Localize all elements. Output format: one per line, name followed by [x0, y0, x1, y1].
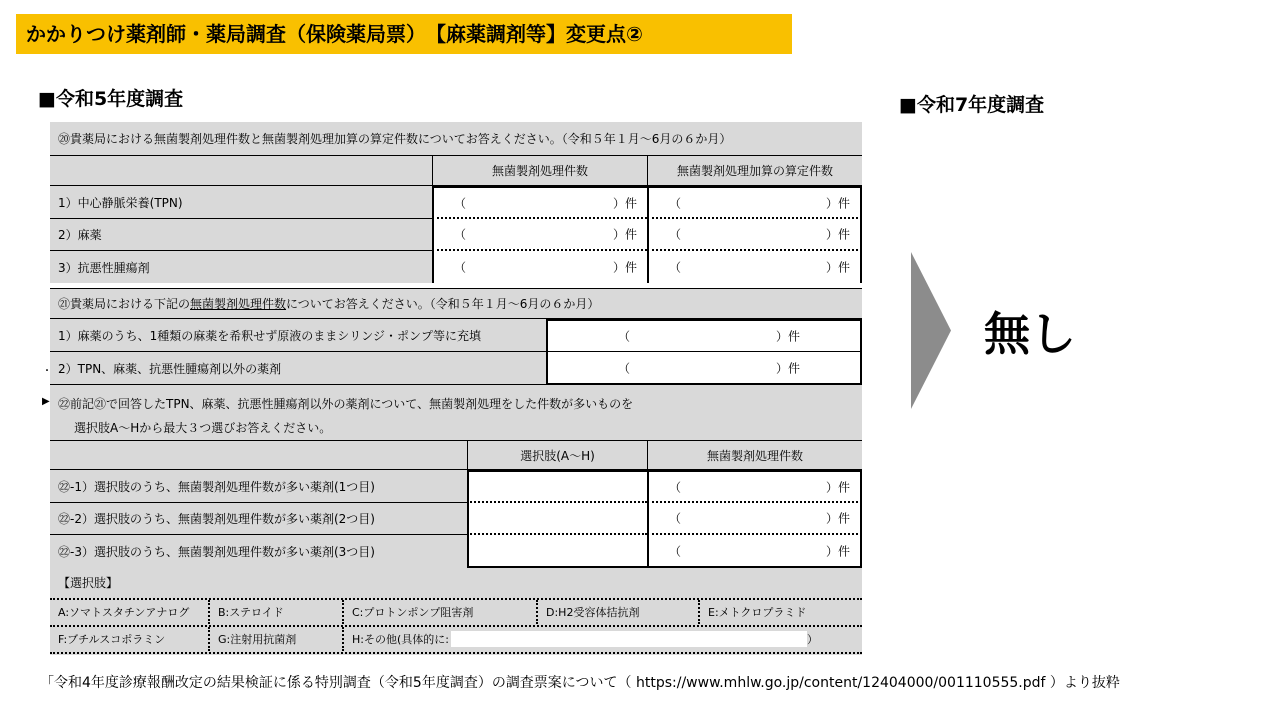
q22-row3-label: ㉒-3）選択肢のうち、無菌製剤処理件数が多い薬剤(3つ目) — [50, 535, 467, 568]
paren-open: （ — [669, 227, 682, 242]
unit-label: ）件 — [825, 544, 850, 558]
choices-title: 【選択肢】 — [50, 568, 862, 596]
right-heading: ■令和7年度調査 — [899, 94, 1045, 116]
q20-header-blank — [50, 156, 432, 186]
unit-label: ）件 — [612, 260, 637, 275]
paren-open: （ — [669, 196, 682, 210]
q20-tpn-count-field[interactable] — [432, 186, 647, 219]
q22-col1-header: 選択肢(A～H) — [467, 440, 647, 470]
choice-a: A:ソマトスタチンアナログ — [50, 600, 208, 624]
choice-h — [342, 627, 862, 651]
choice-d: D:H2受容体拮抗剤 — [536, 600, 698, 624]
unit-label: ）件 — [825, 511, 850, 526]
unit-label: ）件 — [775, 329, 800, 344]
no-change-text: 無し — [984, 307, 1076, 361]
q21-row2-label: 2）TPN、麻薬、抗悪性腫瘍剤以外の薬剤 — [50, 352, 546, 385]
choice-b: B:ステロイド — [208, 600, 342, 624]
q21-title — [50, 288, 862, 319]
q20-antineoplastic-addon-field[interactable] — [647, 251, 862, 283]
choice-h-label: H:その他(具体的に: — [352, 633, 449, 646]
q21-row1-label: 1）麻薬のうち、1種類の麻薬を希釈せず原液のままシリンジ・ポンプ等に充填 — [50, 319, 546, 352]
q20-title: ⑳貴薬局における無菌製剤処理件数と無菌製剤処理加算の算定件数についてお答えください。（令和５年１月～6月の６か月） — [50, 122, 862, 156]
choice-f: F:ブチルスコポラミン — [50, 627, 208, 651]
q21-row2-field[interactable] — [546, 352, 862, 385]
q22-row1-label: ㉒-1）選択肢のうち、無菌製剤処理件数が多い薬剤(1つ目) — [50, 470, 467, 503]
unit-label: ）件 — [825, 260, 850, 275]
choice-g: G:注射用抗菌剤 — [208, 627, 342, 651]
q20-col2-header: 無菌製剤処理加算の算定件数 — [647, 156, 862, 186]
q22-row3-choice-field[interactable] — [467, 535, 647, 568]
unit-label: ）件 — [612, 196, 637, 210]
paren-open: （ — [618, 361, 631, 375]
unit-label: ）件 — [825, 196, 850, 210]
q20-narcotics-addon-field[interactable] — [647, 219, 862, 251]
paren-open: （ — [454, 227, 467, 242]
q21-row1-field[interactable] — [546, 319, 862, 352]
chevron-right-icon — [911, 252, 951, 409]
paren-open: （ — [454, 260, 467, 275]
q20-narcotics-count-field[interactable] — [432, 219, 647, 251]
q22-title-line1: ㉒前記㉑で回答したTPN、麻薬、抗悪性腫瘍剤以外の薬剤について、無菌製剤処理をした件数が多いものを — [58, 397, 634, 411]
q22-row3-count-field[interactable] — [647, 535, 862, 568]
paren-open: （ — [669, 511, 682, 526]
q20-row-tpn-label: 1）中心静脈栄養(TPN) — [50, 186, 432, 219]
source-footnote: 「令和4年度診療報酬改定の結果検証に係る特別調査（令和5年度調査）の調査票案について（ https://www.mhlw.go.jp/content/12404000/001110555.pdf ）より抜粋 — [40, 675, 1120, 691]
paren-open: （ — [669, 260, 682, 275]
q21-title-post: についてお答えください。（令和５年１月～6月の６か月） — [286, 297, 600, 311]
unit-label: ）件 — [775, 361, 800, 375]
paren-open: （ — [454, 196, 467, 210]
choice-e: E:メトクロプラミド — [698, 600, 862, 624]
q22-row2-choice-field[interactable] — [467, 503, 647, 535]
slide-title-banner: かかりつけ薬剤師・薬局調査（保険薬局票） 【麻薬調剤等】変更点② — [16, 14, 792, 54]
q21-title-pre: ㉑貴薬局における下記の — [58, 297, 191, 311]
choice-h-close: ） — [806, 633, 818, 646]
margin-arrow-mark: ▶ — [42, 396, 50, 407]
q20-tpn-addon-field[interactable] — [647, 186, 862, 219]
survey-form-image — [50, 122, 862, 655]
paren-open: （ — [669, 480, 682, 494]
unit-label: ）件 — [825, 480, 850, 494]
choice-c: C:プロトンポンプ阻害剤 — [342, 600, 536, 624]
q22-title-line2: 選択肢A～Hから最大３つ選びお答えください。 — [74, 421, 332, 435]
q20-row-antineoplastic-label: 3）抗悪性腫瘍剤 — [50, 251, 432, 283]
q21-title-underlined: 無菌製剤処理件数 — [190, 297, 287, 311]
paren-open: （ — [669, 544, 682, 558]
q22-row1-count-field[interactable] — [647, 470, 862, 503]
unit-label: ）件 — [612, 227, 637, 242]
q22-row2-count-field[interactable] — [647, 503, 862, 535]
choices-divider-bottom — [50, 652, 862, 654]
q22-row2-label: ㉒-2）選択肢のうち、無菌製剤処理件数が多い薬剤(2つ目) — [50, 503, 467, 535]
q22-col2-header: 無菌製剤処理件数 — [647, 440, 862, 470]
q20-antineoplastic-count-field[interactable] — [432, 251, 647, 283]
q20-row-narcotics-label: 2）麻薬 — [50, 219, 432, 251]
q22-row1-choice-field[interactable] — [467, 470, 647, 503]
margin-dot-mark: ・ — [42, 366, 52, 377]
q20-col1-header: 無菌製剤処理件数 — [432, 156, 647, 186]
q22-header-blank — [50, 440, 467, 470]
unit-label: ）件 — [825, 227, 850, 242]
left-heading: ■令和5年度調査 — [38, 88, 184, 110]
choice-h-detail-field[interactable] — [451, 631, 807, 647]
paren-open: （ — [618, 329, 631, 344]
q22-title — [50, 385, 862, 440]
